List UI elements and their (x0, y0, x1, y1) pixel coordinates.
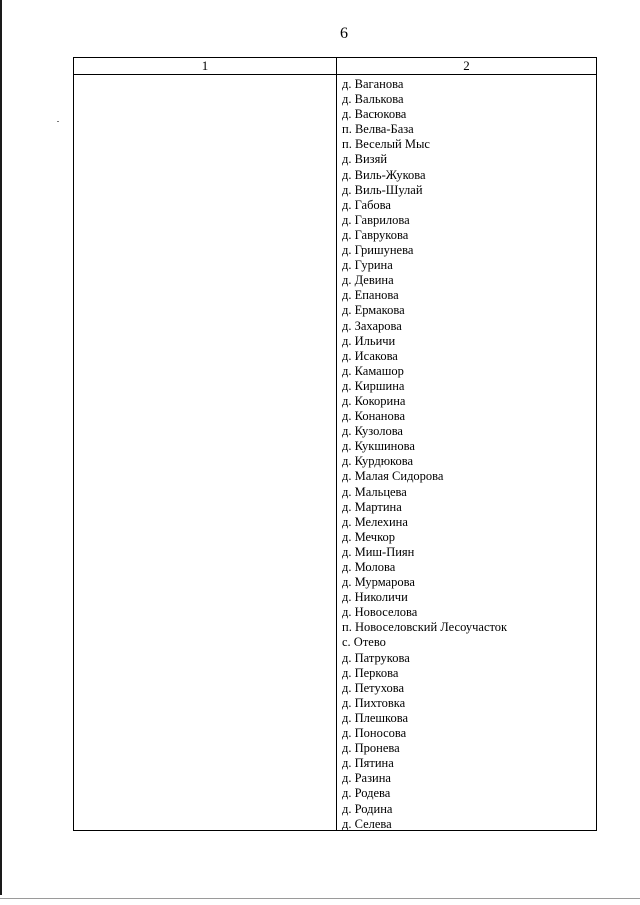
settlement-item: д. Ильичи (342, 333, 396, 348)
settlement-item: д. Исакова (342, 348, 398, 363)
settlement-item: д. Габова (342, 197, 391, 212)
settlement-item: д. Поносова (342, 726, 407, 741)
settlement-item: д. Разина (342, 771, 391, 786)
settlement-item: д. Визяй (342, 152, 388, 167)
settlement-item: д. Пихтовка (342, 695, 406, 710)
settlement-item: д. Захарова (342, 318, 402, 333)
settlement-item: д. Виль-Жукова (342, 167, 426, 182)
settlement-item: д. Мечкор (342, 529, 396, 544)
settlement-item: д. Виль-Шулай (342, 182, 423, 197)
settlement-item: д. Камашор (342, 363, 404, 378)
settlement-item: д. Родина (342, 801, 393, 816)
settlement-item: д. Кокорина (342, 393, 406, 408)
settlement-item: п. Велва-База (342, 122, 414, 137)
settlement-item: д. Гаврукова (342, 227, 409, 242)
settlement-item: д. Ваганова (342, 77, 404, 91)
settlement-item: д. Кузолова (342, 424, 403, 439)
scan-speck (57, 121, 59, 122)
settlement-item: д. Ермакова (342, 303, 405, 318)
settlement-item: д. Патрукова (342, 650, 410, 665)
settlement-item: д. Малая Сидорова (342, 469, 444, 484)
column-header-1: 1 (201, 58, 209, 73)
settlement-item: д. Мальцева (342, 484, 407, 499)
settlement-item: д. Пятина (342, 756, 394, 771)
settlement-item: д. Валькова (342, 92, 404, 107)
settlement-item: д. Селева (342, 816, 392, 831)
settlement-item: д. Николичи (342, 590, 408, 605)
column-header-2: 2 (463, 58, 470, 73)
settlement-item: д. Епанова (342, 288, 399, 303)
settlement-item: д. Петухова (342, 680, 405, 695)
settlement-item: д. Киршина (342, 378, 405, 393)
settlement-item: д. Перкова (342, 665, 399, 680)
scan-left-border (0, 0, 2, 895)
settlement-item: д. Васюкова (342, 107, 407, 122)
settlement-item: д. Новоселова (342, 605, 418, 620)
settlement-item: д. Гришунева (342, 243, 414, 258)
settlement-item: п. Веселый Мыс (342, 137, 430, 152)
settlement-item: д. Гаврилова (342, 212, 410, 227)
settlement-list (342, 77, 507, 832)
settlement-item: д. Кукшинова (342, 439, 415, 454)
settlement-item: д. Курдюкова (342, 454, 414, 469)
settlement-item: д. Пронева (342, 741, 400, 756)
settlement-item: д. Мартина (342, 499, 402, 514)
settlement-item: д. Гурина (342, 258, 393, 273)
settlement-item: д. Молова (342, 560, 396, 574)
settlement-item: п. Новоселовский Лесоучасток (342, 620, 508, 635)
scan-bottom-border (0, 898, 640, 899)
settlement-item: д. Родева (342, 786, 391, 801)
settlement-item: д. Мелехина (342, 514, 408, 529)
settlement-item: д. Конанова (342, 409, 406, 424)
column-divider (336, 58, 337, 830)
settlement-item: д. Миш-Пиян (342, 544, 415, 559)
page-number: 6 (340, 25, 348, 42)
settlement-item: д. Девина (342, 273, 394, 288)
settlement-item: с. Отево (342, 635, 386, 650)
settlements-table (73, 57, 597, 831)
settlement-item: д. Мурмарова (342, 575, 415, 590)
settlement-item: д. Плешкова (342, 710, 409, 725)
table-header-row (74, 58, 596, 75)
